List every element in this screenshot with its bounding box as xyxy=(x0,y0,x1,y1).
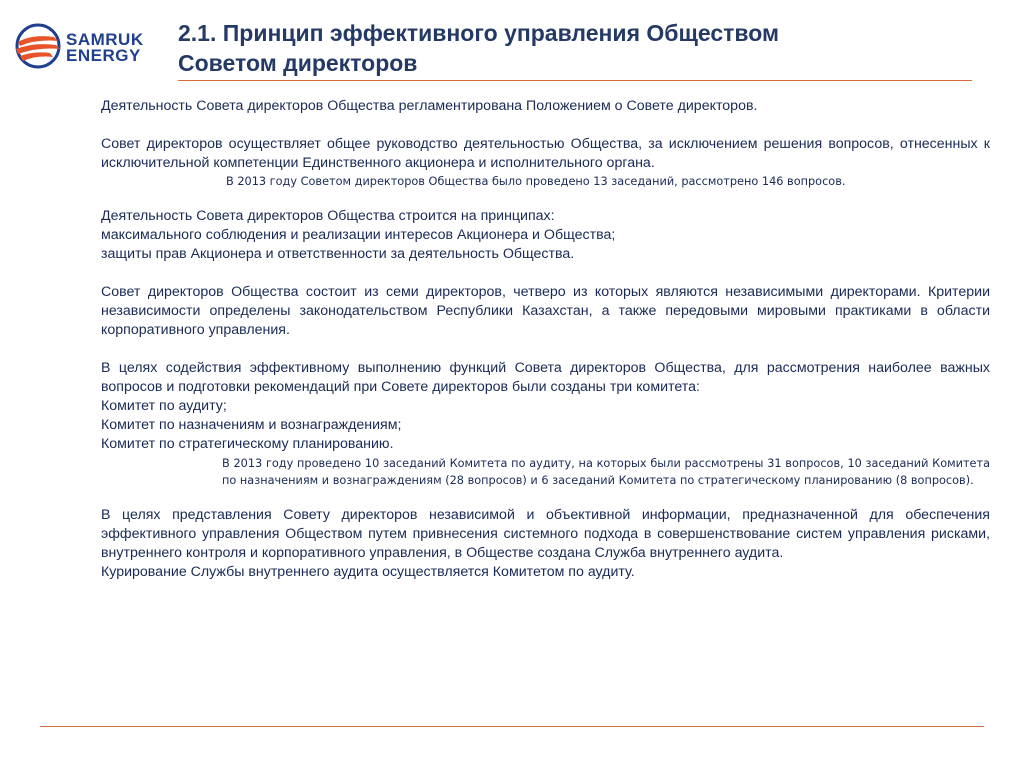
paragraph-internal-audit: В целях представления Совету директоров независимой и объективной информации, предназначенной для обеспечения эффективного управления Обществом путем привнесения системного подхода в совершенствование систем управления рисками, внутреннего контроля и корпоративного управления, в Обществе создана Служба внутреннего аудита. xyxy=(101,507,990,561)
committee-item-audit: Комитет по аудиту; xyxy=(101,398,227,414)
principle-item-interests: максимального соблюдения и реализации интересов Акционера и Общества; xyxy=(101,227,616,243)
paragraph-committees: В целях содействия эффективному выполнению функций Совета директоров Общества, для рассмотрения наиболее важных вопросов и подготовки рекомендаций при Совете директоров были созданы три комитета: xyxy=(101,360,990,395)
slide-body xyxy=(101,97,990,582)
principle-item-rights: защиты прав Акционера и ответственности за деятельность Общества. xyxy=(101,246,575,262)
company-logo xyxy=(14,22,148,70)
slide-title xyxy=(178,18,978,78)
note-committee-meetings: В 2013 году проведено 10 заседаний Комитета по аудиту, на которых были рассмотрены 31 вопросов, 10 заседаний Комитета по назначениям и вознаграждениям (28 вопросов) и 6 заседаний Комитета по стратегическому планированию (8 вопросов). xyxy=(222,457,990,487)
paragraph-audit-supervision: Курирование Службы внутреннего аудита осуществляется Комитетом по аудиту. xyxy=(101,564,635,580)
committee-item-strategy: Комитет по стратегическому планированию. xyxy=(101,436,394,452)
committee-item-appointments: Комитет по назначениям и вознаграждениям; xyxy=(101,417,402,433)
paragraph-general-management: Совет директоров осуществляет общее руководство деятельностью Общества, за исключением решения вопросов, отнесенных к исключительной компетенции Единственного акционера и исполнительного органа. xyxy=(101,136,990,171)
paragraph-regulation: Деятельность Совета директоров Общества регламентирована Положением о Совете директоров. xyxy=(101,98,758,114)
slide-title-line1: 2.1. Принцип эффективного управления Обществом xyxy=(178,20,780,46)
paragraph-board-composition: Совет директоров Общества состоит из семи директоров, четверо из которых являются независимыми директорами. Критерии независимости определены законодательством Республики Казахстан, а также передовыми мировыми практиками в области корпоративного управления. xyxy=(101,284,990,338)
paragraph-principles: Деятельность Совета директоров Общества строится на принципах: xyxy=(101,208,555,224)
samruk-energy-emblem-icon xyxy=(14,22,64,70)
logo-text-energy: ENERGY xyxy=(66,46,141,65)
logo-text-samruk: SAMRUK xyxy=(66,30,144,49)
slide-title-line2: Советом директоров xyxy=(178,50,418,76)
title-divider xyxy=(178,80,972,81)
footer-divider xyxy=(40,726,984,727)
note-board-meetings: В 2013 году Советом директоров Общества было проведено 13 заседаний, рассмотрено 146 вопросов. xyxy=(226,175,846,188)
